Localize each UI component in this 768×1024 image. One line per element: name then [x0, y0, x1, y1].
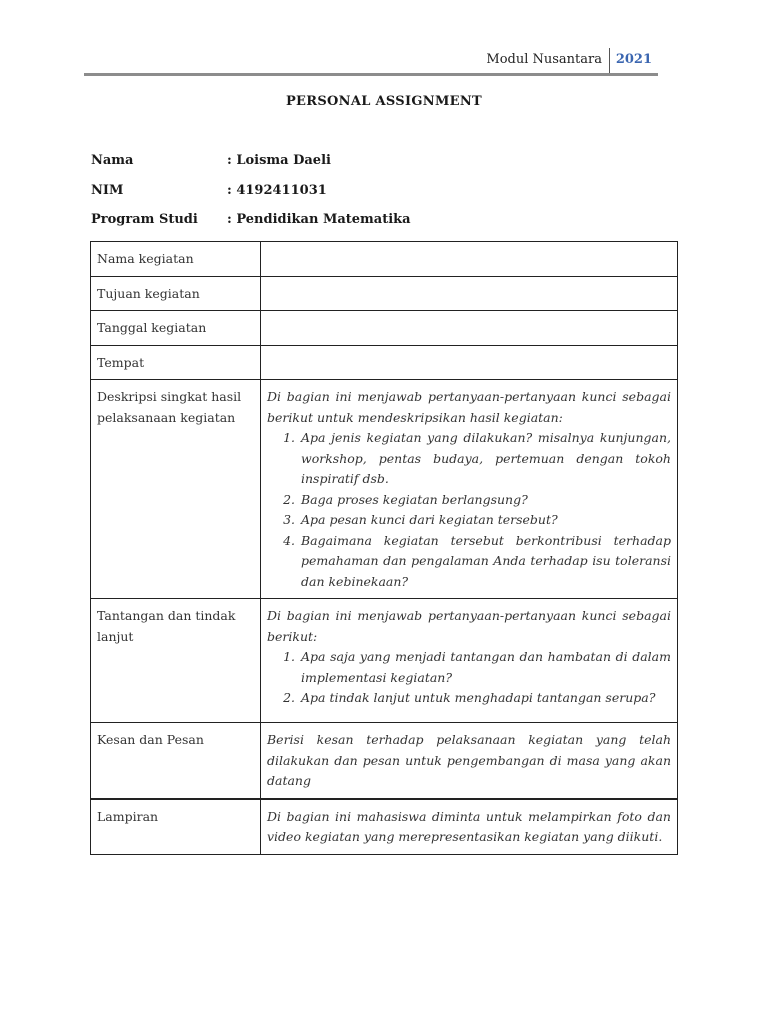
row-content — [261, 311, 678, 346]
header-rule — [84, 73, 658, 76]
row-label: Tanggal kegiatan — [91, 311, 261, 346]
row-label: Tujuan kegiatan — [91, 276, 261, 311]
row-label: Kesan dan Pesan — [91, 723, 261, 799]
table-row-place — [91, 345, 678, 380]
name-value: : Loisma Daeli — [227, 153, 331, 168]
row-label: Tempat — [91, 345, 261, 380]
table-row-attachments — [91, 799, 678, 855]
table-row-activity-date — [91, 311, 678, 346]
list-item: 4. Bagaimana kegiatan tersebut berkontribusi terhadap pemahaman dan pengalaman Anda terhadap isu toleransi dan kebinekaan? — [299, 531, 671, 593]
list-item: 3. Apa pesan kunci dari kegiatan tersebut? — [299, 510, 671, 531]
program-label: Program Studi — [91, 212, 198, 227]
row-content: Berisi kesan terhadap pelaksanaan kegiatan yang telah dilakukan dan pesan untuk pengembangan di masa yang akan datang — [261, 723, 678, 799]
page-title: PERSONAL ASSIGNMENT — [285, 94, 483, 109]
table-row-impressions — [91, 723, 678, 799]
row-content — [261, 345, 678, 380]
row-content: Di bagian ini mahasiswa diminta untuk melampirkan foto dan video kegiatan yang merepresentasikan kegiatan yang diikuti. — [261, 799, 678, 855]
list-item: 1. Apa jenis kegiatan yang dilakukan? misalnya kunjungan, workshop, pentas budaya, pertemuan dengan tokoh inspiratif dsb. — [299, 428, 671, 490]
row-label: Nama kegiatan — [91, 242, 261, 277]
row-content — [261, 380, 678, 599]
row-label: Tantangan dan tindak lanjut — [91, 599, 261, 723]
row-label: Lampiran — [91, 799, 261, 855]
page-header — [84, 48, 658, 74]
name-label: Nama — [91, 153, 134, 168]
table-row-challenges — [91, 599, 678, 723]
row-content — [261, 276, 678, 311]
nim-value: : 4192411031 — [227, 183, 327, 198]
nim-label: NIM — [91, 183, 124, 198]
assignment-table — [90, 241, 678, 855]
question-list — [267, 428, 671, 592]
program-value: : Pendidikan Matematika — [227, 212, 411, 227]
header-divider — [609, 48, 610, 74]
list-item: 2. Apa tindak lanjut untuk menghadapi tantangan serupa? — [299, 688, 671, 709]
row-intro: Di bagian ini menjawab pertanyaan-pertanyaan kunci sebagai berikut untuk mendeskripsikan hasil kegiatan: — [267, 389, 671, 425]
row-intro: Di bagian ini menjawab pertanyaan-pertanyaan kunci sebagai berikut: — [267, 608, 671, 644]
row-content — [261, 242, 678, 277]
row-content — [261, 599, 678, 723]
list-item: 2. Baga proses kegiatan berlangsung? — [299, 490, 671, 511]
table-row-activity-goal — [91, 276, 678, 311]
header-year: 2021 — [615, 52, 652, 67]
table-row-description — [91, 380, 678, 599]
list-item: 1. Apa saja yang menjadi tantangan dan hambatan di dalam implementasi kegiatan? — [299, 647, 671, 688]
module-name: Modul Nusantara — [486, 52, 602, 67]
row-label: Deskripsi singkat hasil pelaksanaan kegiatan — [91, 380, 261, 599]
table-row-activity-name — [91, 242, 678, 277]
question-list — [267, 647, 671, 709]
